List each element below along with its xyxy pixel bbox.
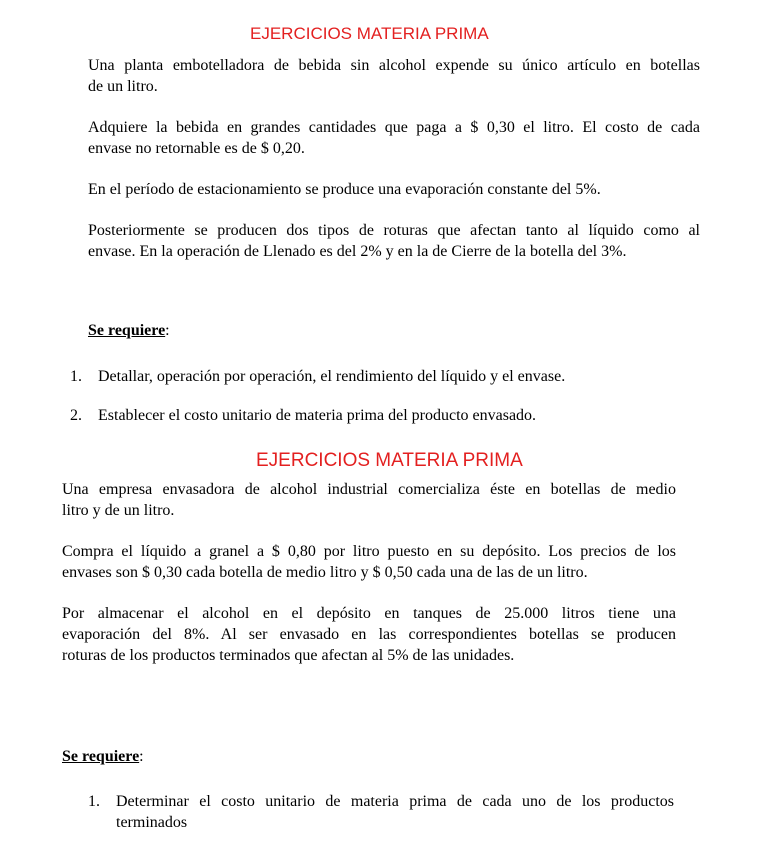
paragraph-line: envases son $ 0,30 cada botella de medio litro y $ 0,50 cada una de las de un litro. (62, 564, 588, 581)
list-item-text: Detallar, operación por operación, el rendimiento del líquido y el envase. (98, 368, 566, 385)
requires-label: Se requiere (88, 322, 166, 339)
exercise-1-requires-heading (88, 322, 170, 340)
paragraph-line: de un litro. (88, 78, 158, 95)
paragraph-line: Una empresa envasadora de alcohol industrial comercializa éste en botellas de medio (62, 481, 676, 498)
list-item-line: terminados (116, 814, 188, 831)
paragraph-line: roturas de los productos terminados que afectan al 5% de las unidades. (62, 647, 515, 664)
paragraph-line: envase no retornable es de $ 0,20. (88, 140, 305, 157)
exercise-2-list-item-1 (88, 791, 688, 833)
exercise-1-paragraph-2 (88, 117, 700, 159)
list-item-text: Establecer el costo unitario de materia prima del producto envasado. (98, 407, 537, 424)
exercise-1-list-item-2 (70, 405, 710, 426)
paragraph-line: Compra el líquido a granel a $ 0,80 por litro puesto en su depósito. Los precios de los (62, 543, 676, 560)
requires-colon: : (139, 748, 144, 765)
paragraph-line: envase. En la operación de Llenado es del 2% y en la de Cierre de la botella del 3%. (88, 243, 627, 260)
exercise-1-paragraph-4 (88, 220, 700, 262)
exercise-2-paragraph-2 (62, 541, 676, 583)
exercise-1-paragraph-3 (88, 179, 700, 200)
exercise-2-paragraph-3 (62, 603, 676, 666)
exercise-1-title: EJERCICIOS MATERIA PRIMA (250, 24, 489, 43)
exercise-2-requires-heading (62, 748, 144, 766)
exercise-1-paragraph-1 (88, 55, 700, 97)
list-item-line: Determinar el costo unitario de materia prima de cada uno de los productos (116, 793, 674, 810)
paragraph-line: En el período de estacionamiento se produce una evaporación constante del 5%. (88, 181, 601, 198)
list-number: 1. (70, 368, 82, 385)
list-number: 1. (88, 793, 100, 810)
exercise-1-list-item-1 (70, 366, 710, 387)
exercise-2-paragraph-1 (62, 479, 676, 521)
requires-label: Se requiere (62, 748, 140, 765)
requires-colon: : (165, 322, 170, 339)
paragraph-line: evaporación del 8%. Al ser envasado en las correspondientes botellas se producen (62, 626, 676, 643)
paragraph-line: Por almacenar el alcohol en el depósito en tanques de 25.000 litros tiene una (62, 605, 676, 622)
paragraph-line: Adquiere la bebida en grandes cantidades que paga a $ 0,30 el litro. El costo de cada (88, 119, 700, 136)
paragraph-line: Posteriormente se producen dos tipos de roturas que afectan tanto al líquido como al (88, 222, 700, 239)
paragraph-line: litro y de un litro. (62, 502, 175, 519)
exercise-2-title: EJERCICIOS MATERIA PRIMA (256, 450, 523, 471)
paragraph-line: Una planta embotelladora de bebida sin alcohol expende su único artículo en botellas (88, 57, 700, 74)
list-item-text (116, 791, 674, 833)
list-number: 2. (70, 407, 82, 424)
